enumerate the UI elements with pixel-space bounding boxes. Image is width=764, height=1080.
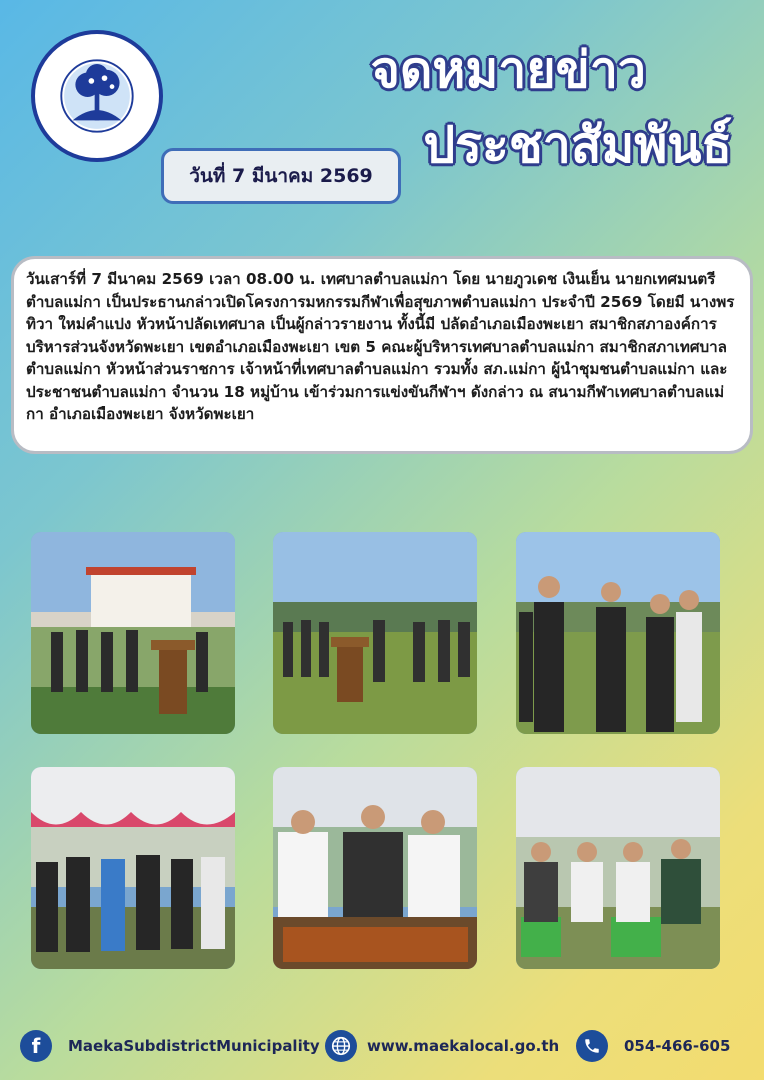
website-url: www.maekalocal.go.th: [367, 1037, 560, 1055]
footer-facebook[interactable]: [20, 1030, 320, 1062]
photo-tent-group: [31, 767, 235, 969]
newsletter-subtitle: ประชาสัมพันธ์: [423, 116, 732, 174]
photo-officials-lineup: [516, 532, 720, 734]
facebook-page-name: MaekaSubdistrictMunicipality: [68, 1037, 320, 1055]
municipality-logo: [31, 30, 163, 162]
phone-number: 054-466-605: [624, 1037, 731, 1055]
news-paragraph: วันเสาร์ที่ 7 มีนาคม 2569 เวลา 08.00 น. เทศบาลตำบลแม่กา โดย นายภูวเดช เงินเย็น นายกเทศมนตรีตำบลแม่กา เป็นประธานกล่าวเปิดโครงการมหกรรมกีฬาเพื่อสุขภาพตำบลแม่กา ประจำปี 2569 โดยมี นางพรทิวา ใหม่คำแปง หัวหน้าปลัดเทศบาล เป็นผู้กล่าวรายงาน ทั้งนี้มี ปลัดอำเภอเมืองพะเยา สมาชิกสภาองค์การบริหารส่วนจังหวัดพะเยา เขตอำเภอเมืองพะเยา เขต 5 คณะผู้บริหารเทศบาลตำบลแม่กา สมาชิกสภาเทศบาลตำบลแม่กา หัวหน้าส่วนราชการ เจ้าหน้าที่เทศบาลตำบลแม่กา รวมทั้ง สภ.แม่กา ผู้นำชุมชนตำบลแม่กา และประชาชนตำบลแม่กา จำนวน 18 หมู่บ้าน เข้าร่วมการแข่งขันกีฬาฯ ดังกล่าว ณ สนามกีฬาเทศบาลตำบลแม่กา อำเภอเมืองพะเยา จังหวัดพะเยา: [26, 270, 735, 423]
facebook-icon: f: [20, 1030, 52, 1062]
photo-seated-guests: [516, 767, 720, 969]
news-body: [11, 256, 753, 454]
newsletter-title: จดหมายข่าว: [370, 41, 646, 99]
photo-seated-officials: [273, 767, 477, 969]
photo-opening-podium: [31, 532, 235, 734]
globe-icon: [325, 1030, 357, 1062]
phone-icon: [576, 1030, 608, 1062]
photo-ceremony-field: [273, 532, 477, 734]
logo-seal-icon: [35, 34, 159, 158]
footer-phone[interactable]: [576, 1030, 730, 1062]
footer-website[interactable]: [325, 1030, 559, 1062]
date-label: วันที่ 7 มีนาคม 2569: [161, 148, 401, 204]
